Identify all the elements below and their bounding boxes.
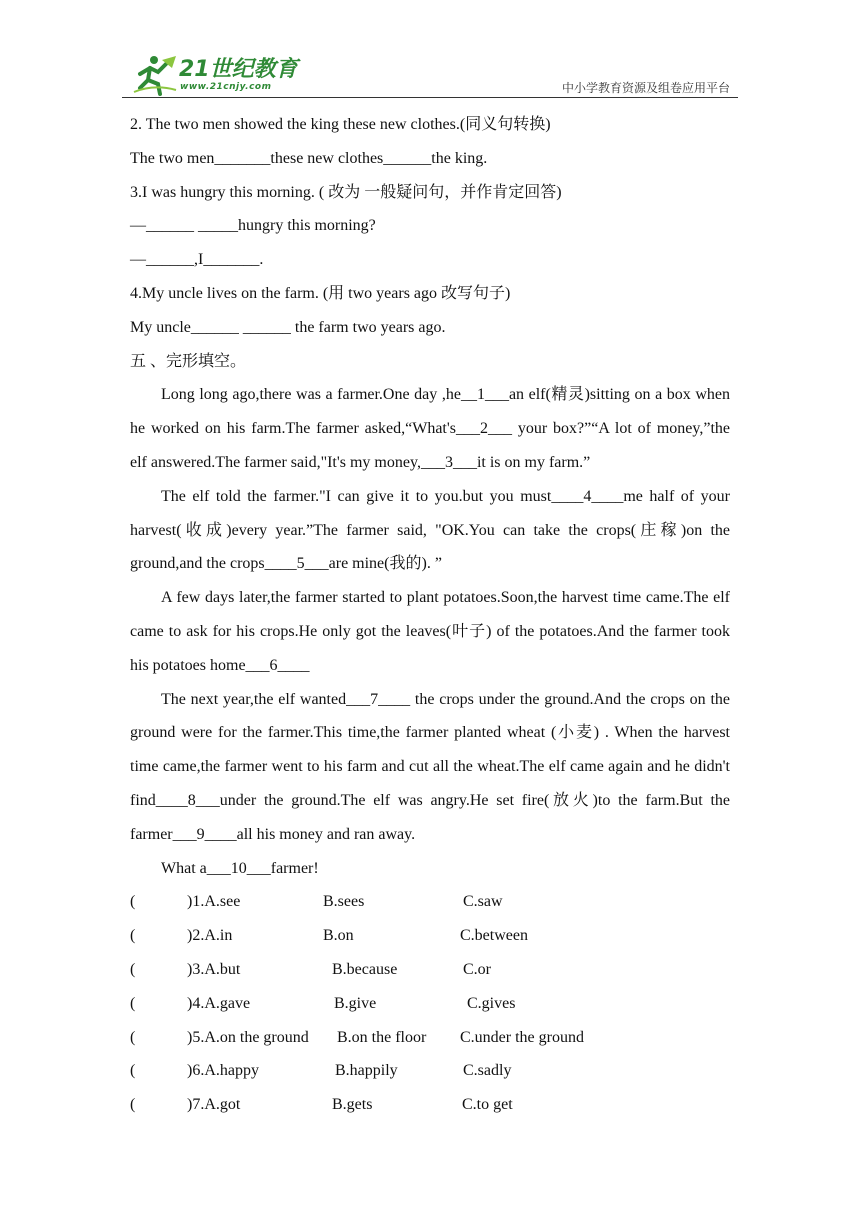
cloze-passage bbox=[130, 378, 730, 885]
page-header bbox=[0, 0, 860, 100]
question-4-prompt: 4.My uncle lives on the farm. (用 two years ago 改写句子) bbox=[130, 284, 511, 302]
option-row bbox=[130, 1088, 730, 1122]
answer-paren: ( bbox=[130, 1096, 136, 1114]
passage-paragraph: Long long ago,there was a farmer.One day ,he__1___an elf(精灵)sitting on a box when he worked on his farm.The farmer asked,“What's___2___ your box?”“A lot of money,”the elf answered.The farmer said,"It's my money,___3___it is on my farm.” bbox=[130, 386, 730, 471]
document-body bbox=[130, 108, 730, 1122]
option-c: C.saw bbox=[463, 893, 503, 911]
question-3-answer-2: —______,I_______. bbox=[130, 251, 264, 269]
option-b: B.because bbox=[332, 960, 398, 978]
passage-paragraph: The elf told the farmer."I can give it to you.but you must____4____me half of your harvest(收成)every year.”The farmer said, "OK.You can take the crops(庄稼)on the ground,and the crops____5___are mine(我的). ” bbox=[130, 487, 730, 573]
option-row bbox=[130, 1054, 730, 1088]
option-row bbox=[130, 919, 730, 953]
options-list bbox=[130, 885, 730, 1122]
option-a: )3.A.but bbox=[187, 960, 241, 978]
option-a: )5.A.on the ground bbox=[187, 1028, 309, 1046]
option-c: C.between bbox=[460, 927, 528, 945]
option-row bbox=[130, 1021, 730, 1055]
option-b: B.give bbox=[334, 994, 377, 1012]
option-b: B.gets bbox=[332, 1096, 373, 1114]
runner-logo-icon bbox=[132, 52, 178, 96]
logo bbox=[132, 52, 302, 96]
option-c: C.to get bbox=[462, 1096, 513, 1114]
option-a: )6.A.happy bbox=[187, 1062, 259, 1080]
answer-paren: ( bbox=[130, 1062, 136, 1080]
passage-paragraph: A few days later,the farmer started to plant potatoes.Soon,the harvest time came.The elf came to ask for his crops.He only got the leaves(叶子) of the potatoes.And the farmer took his potatoes home___6____ bbox=[130, 589, 730, 674]
answer-paren: ( bbox=[130, 893, 136, 911]
option-a: )7.A.got bbox=[187, 1096, 241, 1114]
answer-paren: ( bbox=[130, 1028, 136, 1046]
option-c: C.or bbox=[463, 960, 491, 978]
platform-label: 中小学教育资源及组卷应用平台 bbox=[561, 81, 730, 95]
option-row bbox=[130, 885, 730, 919]
section-5-heading: 五 、完形填空。 bbox=[130, 352, 247, 370]
option-c: C.under the ground bbox=[460, 1028, 584, 1046]
question-2-answer: The two men_______these new clothes______the king. bbox=[130, 149, 488, 167]
option-b: B.sees bbox=[323, 893, 365, 911]
option-b: B.on the floor bbox=[337, 1028, 427, 1046]
logo-url: www.21cnjy.com bbox=[180, 82, 272, 92]
option-row bbox=[130, 987, 730, 1021]
passage-paragraph: The next year,the elf wanted___7____ the crops under the ground.And the crops on the ground were for the farmer.This time,the farmer planted wheat (小麦) . When the harvest time came,the farmer went to his farm and cut all the wheat.The elf came again and he didn't find____8___under the ground.The elf was angry.He set fire(放火)to the farm.But the farmer___9____all his money and ran away. bbox=[130, 690, 730, 843]
question-3-answer-1: —______ _____hungry this morning? bbox=[130, 217, 376, 235]
option-b: B.on bbox=[323, 927, 354, 945]
option-b: B.happily bbox=[335, 1062, 398, 1080]
logo-text: 21世纪教育 bbox=[179, 57, 298, 82]
answer-paren: ( bbox=[130, 927, 136, 945]
answer-paren: ( bbox=[130, 960, 136, 978]
option-a: )1.A.see bbox=[187, 893, 241, 911]
header-divider bbox=[122, 97, 738, 98]
option-row bbox=[130, 953, 730, 987]
passage-paragraph: What a___10___farmer! bbox=[161, 859, 319, 877]
option-c: C.gives bbox=[467, 994, 516, 1012]
answer-paren: ( bbox=[130, 994, 136, 1012]
question-2-prompt: 2. The two men showed the king these new clothes.(同义句转换) bbox=[130, 116, 551, 133]
question-3-prompt: 3.I was hungry this morning. ( 改为 一般疑问句，并作肯定回答) bbox=[130, 183, 562, 201]
question-4-answer: My uncle______ ______ the farm two years ago. bbox=[130, 318, 446, 336]
option-a: )2.A.in bbox=[187, 927, 233, 945]
option-a: )4.A.gave bbox=[187, 994, 251, 1012]
option-c: C.sadly bbox=[463, 1062, 512, 1080]
